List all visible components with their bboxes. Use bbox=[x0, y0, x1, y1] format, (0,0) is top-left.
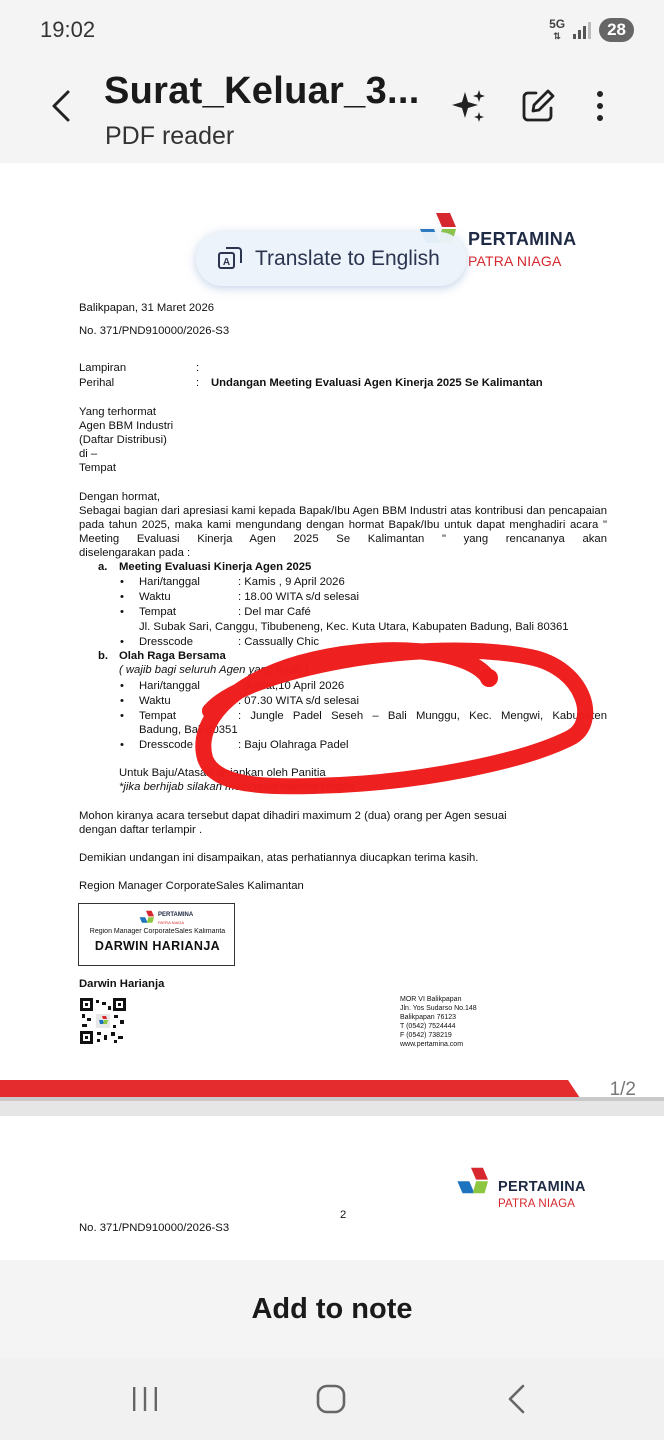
detail-value: : 07.30 WITA s/d selesai bbox=[238, 695, 359, 707]
bullet: • bbox=[120, 576, 124, 588]
bullet: • bbox=[120, 695, 124, 707]
logo-wordmark: PERTAMINA bbox=[468, 229, 577, 249]
detail-label: Hari/tanggal bbox=[139, 576, 200, 588]
recipient-line: Yang terhormat bbox=[79, 406, 157, 418]
translate-label: Translate to English bbox=[255, 247, 440, 270]
perihal-colon: : bbox=[196, 377, 200, 389]
page-indicator: 1/2 bbox=[609, 1079, 636, 1100]
pertamina-logo bbox=[449, 1166, 609, 1212]
detail-label: Waktu bbox=[139, 591, 171, 603]
bullet: • bbox=[120, 739, 124, 751]
logo-subtext: PATRA NIAGA bbox=[468, 253, 562, 269]
office-line: www.pertamina.com bbox=[400, 1041, 464, 1048]
stamp-name: DARWIN HARIANJA bbox=[94, 939, 221, 953]
detail-label: Waktu bbox=[139, 695, 171, 707]
ai-sparkle-icon[interactable] bbox=[451, 88, 487, 124]
office-line: Jln. Yos Sudarso No.148 bbox=[400, 1005, 477, 1012]
detail-label: Hari/tanggal bbox=[139, 680, 200, 692]
status-bar bbox=[0, 0, 664, 60]
back-arrow-icon[interactable] bbox=[44, 86, 84, 126]
page-footer-bar bbox=[0, 1080, 664, 1101]
signatory-title: Region Manager CorporateSales Kalimantan bbox=[79, 880, 304, 892]
stamp-logo-sub: PATRA NIAGA bbox=[158, 920, 185, 925]
detail-value: : Jumat,10 April 2026 bbox=[238, 680, 345, 692]
page-number: 2 bbox=[340, 1209, 347, 1221]
uniform-note: Untuk Baju/Atasan disiapkan oleh Panitia bbox=[119, 767, 326, 779]
detail-label: Tempat bbox=[139, 710, 177, 722]
more-options-icon[interactable] bbox=[585, 88, 615, 124]
edit-icon[interactable] bbox=[520, 88, 556, 124]
system-nav-bar bbox=[0, 1358, 664, 1440]
hijab-note: *jika berhijab silakan membawa manset sendiri bbox=[119, 781, 354, 793]
bullet: • bbox=[120, 710, 124, 722]
signal-icon bbox=[573, 21, 591, 39]
bullet: • bbox=[120, 606, 124, 618]
pdf-page-1 bbox=[0, 163, 664, 1101]
detail-value: : 18.00 WITA s/d selesai bbox=[238, 591, 359, 603]
perihal-label: Perihal bbox=[79, 377, 115, 389]
network-5g-icon: 5G ⇅ bbox=[549, 16, 566, 41]
closing-line: dengan daftar terlampir . bbox=[79, 824, 203, 836]
logo-subtext: PATRA NIAGA bbox=[498, 1198, 576, 1210]
office-line: F (0542) 738219 bbox=[400, 1032, 452, 1039]
battery-icon: 28 bbox=[599, 18, 634, 42]
detail-value: : Del mar Café bbox=[238, 606, 311, 618]
closing-line: Demikian undangan ini disampaikan, atas perhatiannya diucapkan terima kasih. bbox=[79, 852, 479, 864]
greeting: Dengan hormat, bbox=[79, 491, 161, 503]
pertamina-logo-mark bbox=[449, 1166, 493, 1200]
office-address bbox=[400, 995, 477, 1049]
status-time: 19:02 bbox=[40, 17, 96, 42]
logo-wordmark: PERTAMINA bbox=[498, 1179, 586, 1195]
detail-value: : Cassually Chic bbox=[238, 636, 319, 648]
recent-apps-icon[interactable] bbox=[131, 1386, 159, 1412]
lampiran-colon: : bbox=[196, 362, 200, 374]
bullet: • bbox=[120, 680, 124, 692]
nav-back-icon[interactable] bbox=[505, 1384, 529, 1414]
document-subtitle: PDF reader bbox=[105, 122, 235, 150]
bullet: • bbox=[120, 591, 124, 603]
body-paragraph: Sebagai bagian dari apresiasi kami kepada Bapak/Ibu Agen BBM Industri atas kontribusi dan pencapaian pada tahun 2025, maka kami mengundang dengan hormat Bapak/Ibu untuk dapat menghadiri acara " Meeting Evaluasi Kinerja Agen 2025 Se Kalimantan " yang rencananya akan bbox=[79, 505, 607, 545]
detail-value: : Kamis , 9 April 2026 bbox=[238, 576, 345, 588]
detail-value: : Baju Olahraga Padel bbox=[238, 739, 349, 751]
section-b-marker: b. bbox=[98, 650, 109, 662]
stamp-logo-mark bbox=[136, 910, 156, 926]
detail-address: Jl. Subak Sari, Canggu, Tibubeneng, Kec. Kuta Utara, Kabupaten Badung, Bali 80361 bbox=[139, 621, 569, 633]
detail-value: : Jungle Padel Seseh – Bali Munggu, Kec. Mengwi, Kabupaten bbox=[238, 710, 607, 722]
home-icon[interactable] bbox=[316, 1384, 346, 1414]
translate-button[interactable] bbox=[196, 232, 466, 286]
section-a-marker: a. bbox=[98, 561, 108, 573]
office-line: T (0542) 7524444 bbox=[400, 1023, 456, 1030]
stamp-role: Region Manager CorporateSales Kalimanta bbox=[89, 928, 226, 935]
perihal-value: Undangan Meeting Evaluasi Agen Kinerja 2025 Se Kalimantan bbox=[211, 377, 543, 389]
recipient-line: (Daftar Distribusi) bbox=[79, 434, 167, 446]
detail-label: Dresscode bbox=[139, 739, 193, 751]
signatory-name: Darwin Harianja bbox=[79, 978, 165, 990]
closing-line: Mohon kiranya acara tersebut dapat dihadiri maximum 2 (dua) orang per Agen sesuai bbox=[79, 810, 507, 822]
bullet: • bbox=[120, 636, 124, 648]
place-date: Balikpapan, 31 Maret 2026 bbox=[79, 302, 215, 314]
office-line: MOR VI Balikpapan bbox=[400, 996, 462, 1003]
body-last-line: diselengarakan pada : bbox=[79, 547, 191, 559]
detail-label: Dresscode bbox=[139, 636, 193, 648]
translate-icon bbox=[217, 246, 243, 272]
signature-stamp bbox=[78, 903, 235, 966]
lampiran-label: Lampiran bbox=[79, 362, 127, 374]
svg-text:A: A bbox=[222, 257, 231, 268]
detail-label: Tempat bbox=[139, 606, 177, 618]
pdf-page-2 bbox=[0, 1116, 664, 1260]
section-a-title: Meeting Evaluasi Kinerja Agen 2025 bbox=[119, 561, 312, 573]
letter-number: No. 371/PND910000/2026-S3 bbox=[79, 325, 230, 337]
stamp-logo-text: PERTAMINA bbox=[158, 912, 194, 918]
detail-place-line2: Badung, Bali 80351 bbox=[139, 724, 238, 736]
document-title: Surat_Keluar_3... bbox=[104, 70, 420, 112]
recipient-line: Agen BBM Industri bbox=[79, 420, 174, 432]
document-viewport[interactable] bbox=[0, 163, 664, 1260]
app-bar bbox=[0, 60, 664, 163]
section-b-note: ( wajib bagi seluruh Agen yang hadir ) bbox=[119, 664, 309, 676]
recipient-line: Tempat bbox=[79, 462, 117, 474]
qr-code bbox=[80, 998, 126, 1044]
letter-number: No. 371/PND910000/2026-S3 bbox=[79, 1222, 230, 1234]
section-b-title: Olah Raga Bersama bbox=[119, 650, 226, 662]
recipient-line: di – bbox=[79, 448, 98, 460]
add-to-note-button[interactable]: Add to note bbox=[0, 1260, 664, 1358]
office-line: Balikpapan 76123 bbox=[400, 1014, 457, 1021]
status-icons bbox=[549, 18, 634, 42]
